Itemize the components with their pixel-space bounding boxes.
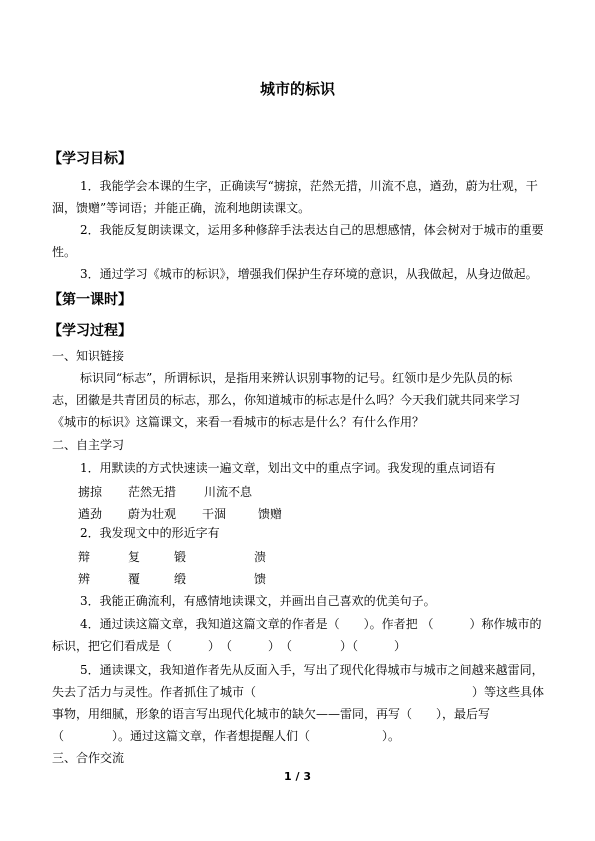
key-word: 掳掠 (78, 485, 103, 499)
question-1: 1．用默读的方式快速读一遍文章，划出文中的重点字词。我发现的重点词语有 (80, 461, 496, 475)
question-5-line-2: 失去了活力与灵性。作者抓住了城市（ ）等这些具体 (52, 685, 545, 699)
goal-2-line-1: 2．我能反复朗读课文，运用多种修辞手法表达自己的思想感情，体会树对于城市的重要 (80, 223, 544, 237)
key-word: 遒劲 (78, 507, 103, 521)
similar-char: 复 (128, 550, 141, 564)
similar-char: 缎 (174, 572, 187, 586)
similar-char: 覆 (128, 572, 141, 586)
part-1-line-2: 志，团徽是共青团员的标志，那么，你知道城市的标志是什么吗？今天我们就共同来学习 (52, 393, 521, 407)
similar-char: 辨 (78, 572, 91, 586)
goal-2-line-2: 性。 (52, 245, 77, 259)
question-3: 3．我能正确流利，有感情地读课文，并画出自己喜欢的优美句子。 (80, 594, 436, 608)
goal-1-line-1: 1．我能学会本课的生字，正确读写“掳掠，茫然无措，川流不息，遒劲，蔚为壮观，干 (80, 179, 538, 193)
part-3-heading: 三、合作交流 (52, 751, 125, 765)
goal-3: 3．通过学习《城市的标识》，增强我们保护生存环境的意识，从我做起，从身边做起。 (80, 267, 538, 281)
part-2-heading: 二、自主学习 (52, 438, 125, 452)
question-5-line-3: 事物，用细腻，形象的语言写出现代化城市的缺欠——雷同，再写（ ），最后写 (52, 707, 491, 721)
goals-heading: 【学习目标】 (48, 151, 132, 167)
lesson-heading: 【第一课时】 (48, 292, 132, 308)
key-word: 川流不息 (204, 485, 253, 499)
key-word: 茫然无措 (128, 485, 177, 499)
question-4-line-1: 4．通过读这篇文章，我知道这篇文章的作者是（ ）。作者把 （ ）称作城市的 (80, 617, 542, 631)
page-number: 1 / 3 (284, 770, 311, 783)
similar-char: 辩 (78, 550, 91, 564)
key-word: 馈赠 (258, 507, 283, 521)
question-2: 2．我发现文中的形近字有 (80, 526, 220, 540)
question-5-line-1: 5．通读课文，我知道作者先从反面入手，写出了现代化得城市与城市之间越来越雷同， (80, 663, 544, 677)
question-4-line-2: 标识，把它们看成是（ ） （ ） （ ）（ ） (52, 639, 407, 653)
document-title: 城市的标识 (259, 80, 335, 98)
question-5-line-4: （ ）。通过这篇文章，作者想提醒人们（ ）。 (52, 729, 401, 743)
part-1-line-1: 标识同“标志”，所谓标识，是指用来辨认识别事物的记号。红领巾是少先队员的标 (80, 371, 513, 385)
goal-1-line-2: 涸，馈赠”等词语；并能正确，流利地朗读课文。 (52, 201, 311, 215)
similar-char: 馈 (254, 572, 267, 586)
key-word: 蔚为壮观 (128, 507, 177, 521)
part-1-heading: 一、知识链接 (52, 349, 125, 363)
similar-char: 锻 (174, 550, 187, 564)
part-1-line-3: 《城市的标识》这篇课文，来看一看城市的标志是什么？有什么作用？ (52, 415, 425, 429)
key-word: 干涸 (202, 507, 227, 521)
process-heading: 【学习过程】 (48, 323, 132, 339)
similar-char: 溃 (254, 550, 267, 564)
